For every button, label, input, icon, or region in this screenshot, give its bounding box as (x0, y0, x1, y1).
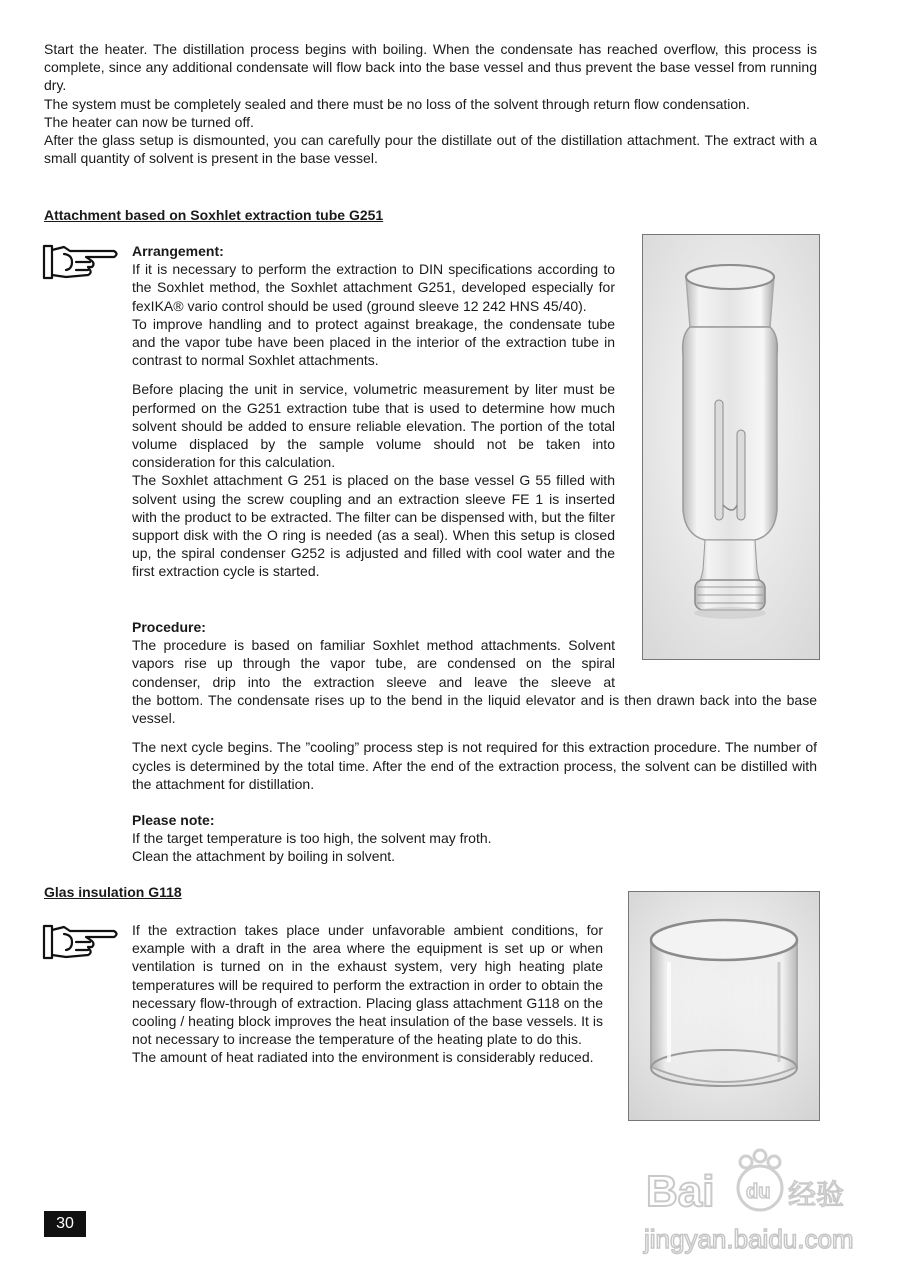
section-heading-glas-insulation: Glas insulation G118 (44, 884, 182, 900)
soxhlet-tube-photo (642, 234, 820, 660)
svg-text:du: du (746, 1181, 771, 1203)
svg-text:经验: 经验 (788, 1178, 845, 1211)
arrangement-paragraph: If it is necessary to perform the extraction to DIN specifications according to the Soxhlet method, the Soxhlet attachment G251, developed especially for fexIKA® vario control should be used (ground sleeve 12 242 HNS 45/40). (132, 261, 615, 314)
intro-paragraph: The heater can now be turned off. (44, 113, 254, 130)
procedure-paragraph: The procedure is based on familiar Soxhlet method attachments. Solvent vapors rise up through the vapor tube, are condensed on the spiral condenser, drip into the extraction sleeve and leave the sleeve at (132, 637, 615, 690)
arrangement-block (132, 242, 615, 581)
section-heading-soxhlet: Attachment based on Soxhlet extraction tube G251 (44, 207, 384, 223)
note-line: If the target temperature is too high, the solvent may froth. (132, 830, 492, 847)
procedure-paragraph: The next cycle begins. The ”cooling” process step is not required for this extraction procedure. The number of cycles is determined by the total time. After the end of the extraction process, the solvent can be distilled with the attachment for distillation. (132, 739, 817, 792)
arrangement-paragraph: The Soxhlet attachment G 251 is placed on the base vessel G 55 filled with solvent using the screw coupling and an extraction sleeve FE 1 is inserted with the product to be extracted. The filter can be dispensed with, but the filter support disk with the O ring is needed (as a seal). When this setup is closed up, the spiral condenser G252 is adjusted and filled with cool water and the first extraction cycle is started. (132, 472, 615, 580)
arrangement-paragraph: Before placing the unit in service, volumetric measurement by liter must be performed on the G251 extraction tube that is used to determine how much solvent should be added to ensure reliable elevation. The portion of the total volume displaced by the sample volume should not be taken into consideration for this calculation. (132, 381, 615, 471)
intro-paragraph: After the glass setup is dismounted, you can carefully pour the distillate out of the distillation attachment. The extract with a small quantity of solvent is present in the base vessel. (44, 132, 817, 167)
intro-paragraph: Start the heater. The distillation process begins with boiling. When the condensate has reached overflow, this process is complete, since any additional condensate will flow back into the base vessel and thus prevent the base vessel from running dry. (44, 41, 817, 94)
pointing-hand-icon (42, 922, 122, 962)
procedure-block (132, 618, 615, 691)
arrangement-title: Arrangement: (132, 243, 224, 259)
glas-insulation-paragraph: The amount of heat radiated into the environment is considerably reduced. (132, 1049, 594, 1066)
glas-insulation-paragraph: If the extraction takes place under unfavorable ambient conditions, for example with a draft in the area where the equipment is set up or when ventilation is turned on in the exhaust system, very high heating plate temperatures will be required to perform the extraction in order to obtain the necessary flow-through of extraction. Placing glass attachment G118 on the cooling / heating block improves the heat insulation of the base vessels. It is not necessary to increase the temperature of the heating plate to do this. (132, 922, 603, 1048)
note-title: Please note: (132, 812, 215, 828)
pointing-hand-icon (42, 242, 122, 282)
note-block (132, 811, 817, 866)
glass-insulation-photo (628, 891, 820, 1121)
procedure-paragraph: the bottom. The condensate rises up to the bend in the liquid elevator and is then drawn back into the base vessel. (132, 692, 817, 727)
watermark-url: jingyan.baidu.com (644, 1224, 854, 1254)
procedure-continued (132, 691, 817, 793)
page-number: 30 (44, 1211, 86, 1237)
note-line: Clean the attachment by boiling in solvent. (132, 848, 396, 865)
arrangement-paragraph: To improve handling and to protect against breakage, the condensate tube and the vapor tube have been placed in the interior of the extraction tube in contrast to normal Soxhlet attachments. (132, 315, 615, 369)
procedure-title: Procedure: (132, 619, 206, 635)
intro-text (44, 40, 817, 167)
baidu-watermark-logo (640, 1140, 870, 1260)
svg-text:Bai: Bai (646, 1167, 715, 1216)
intro-paragraph: The system must be completely sealed and there must be no loss of the solvent through return flow condensation. (44, 95, 750, 112)
glas-insulation-text (132, 921, 603, 1067)
